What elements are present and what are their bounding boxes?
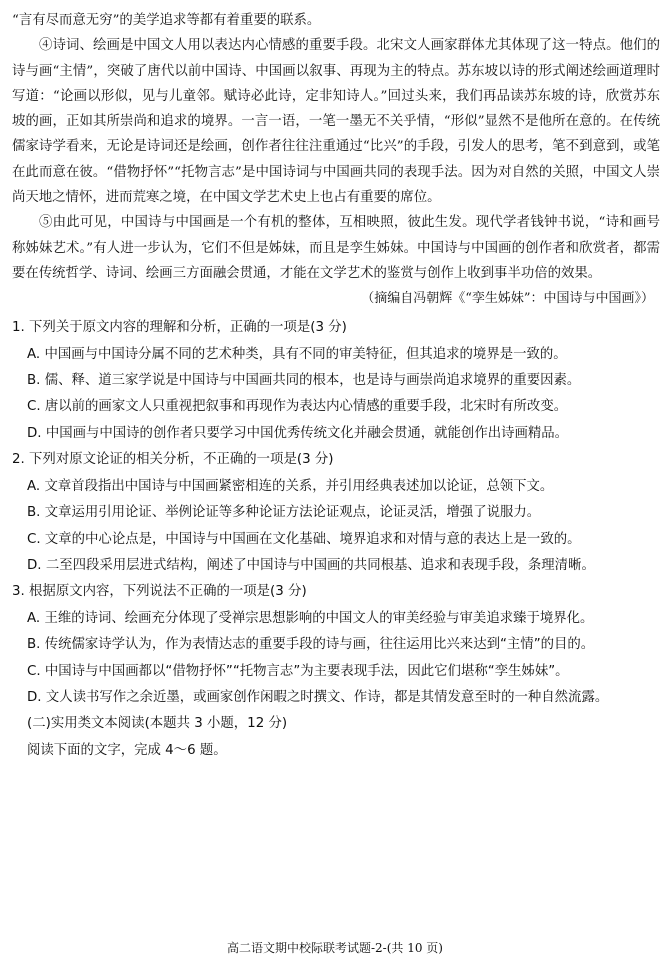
option-a: A. 王维的诗词、绘画充分体现了受禅宗思想影响的中国文人的审美经验与审美追求臻于境界化。 <box>27 610 594 626</box>
option-b: B. 传统儒家诗学认为，作为表情达志的重要手段的诗与画，往往运用比兴来达到“主情”的目的。 <box>27 637 595 653</box>
option-a: A. 文章首段指出中国诗与中国画紧密相连的关系，并引用经典表述加以论证，总领下文。 <box>27 478 554 494</box>
question-stem: 2. 下列对原文论证的相关分析，不正确的一项是(3 分) <box>12 452 334 468</box>
option-c: C. 中国诗与中国画都以“借物抒怀”“托物言志”为主要表现手法，因此它们堪称“孪生姊妹”。 <box>27 663 569 679</box>
passage-paragraph-4: ④诗词、绘画是中国文人用以表达内心情感的重要手段。北宋文人画家群体尤其体现了这一特点。他们的诗与画“主情”，突破了唐代以前中国诗、中国画以叙事、再现为主的特点。苏东坡以诗的形式阐述绘画道理时写道：“论画以形似，见与儿童邻。赋诗必此诗，定非知诗人。”回过头来，我们再品读苏东坡的诗，欣赏苏东坡的画，正如其所崇尚和追求的境界。一言一语，一笔一墨无不关乎情，“形似”显然不是他所在意的。在传统儒家诗学看来，无论是诗词还是绘画，创作者往往注重通过“比兴”的手段，引发人的思考，笔不到意到，或笔在此而意在彼。“借物抒怀”“托物言志”是中国诗词与中国画共同的表现手法。因为对自然的关照，中国文人崇尚天地之情怀，进而荒寒之境，在中国文学艺术史上也占有重要的席位。 <box>12 38 660 206</box>
passage-paragraph-5: ⑤由此可见，中国诗与中国画是一个有机的整体，互相映照，彼此生发。现代学者钱钟书说，“诗和画号称姊妹艺术。”有人进一步认为，它们不但是姊妹，而且是孪生姊妹。中国诗与中国画的创作者和欣赏者，都需要在传统哲学、诗词、绘画三方面融会贯通，才能在文学艺术的鉴赏与创作上收到事半功倍的效果。 <box>12 215 660 281</box>
option-a: A. 中国画与中国诗分属不同的艺术种类，具有不同的审美特征，但其追求的境界是一致的。 <box>27 346 567 362</box>
passage-paragraph-3-tail: “言有尽而意无穷”的美学追求等都有着重要的联系。 <box>12 13 321 28</box>
option-c: C. 文章的中心论点是，中国诗与中国画在文化基础、境界追求和对情与意的表达上是一致的。 <box>27 531 581 547</box>
option-d: D. 二至四段采用层进式结构，阐述了中国诗与中国画的共同根基、追求和表现手段，条理清晰。 <box>27 557 595 573</box>
section-heading: (二)实用类文本阅读(本题共 3 小题，12 分) <box>27 716 288 732</box>
question-stem: 3. 根据原文内容，下列说法不正确的一项是(3 分) <box>12 584 307 600</box>
option-b: B. 文章运用引用论证、举例论证等多种论证方法论证观点，论证灵活，增强了说服力。 <box>27 505 541 521</box>
option-c: C. 唐以前的画家文人只重视把叙事和再现作为表达内心情感的重要手段，北宋时有所改变。 <box>27 399 568 415</box>
option-d: D. 文人读书写作之余近墨，或画家创作闲暇之时撰文、作诗，都是其情发意至时的一种自然流露。 <box>27 689 609 705</box>
section-instruction: 阅读下面的文字，完成 4～6 题。 <box>27 742 227 758</box>
question-1 <box>12 315 660 447</box>
page-footer: 高二语文期中校际联考试题-2-(共 10 页) <box>226 941 443 955</box>
passage-source: （摘编自冯朝辉《“孪生姊妹”：中国诗与中国画》） <box>361 291 654 307</box>
option-d: D. 中国画与中国诗的创作者只要学习中国优秀传统文化并融会贯通，就能创作出诗画精品。 <box>27 425 569 441</box>
question-stem: 1. 下列关于原文内容的理解和分析，正确的一项是(3 分) <box>12 320 347 336</box>
question-2 <box>12 447 660 579</box>
question-3 <box>12 579 660 711</box>
option-b: B. 儒、释、道三家学说是中国诗与中国画共同的根本，也是诗与画崇尚追求境界的重要因素。 <box>27 373 581 389</box>
